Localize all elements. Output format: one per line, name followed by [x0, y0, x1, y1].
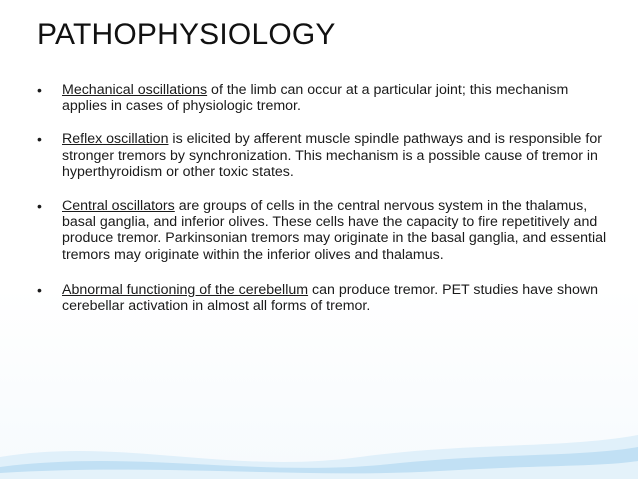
bullet-term: Central oscillators: [62, 198, 175, 215]
bullet-list: [37, 82, 607, 314]
bullet-description: are groups of cells in the central nervous system in the thalamus, basal ganglia, and inferior olives. These cells have the capacity to fire repetitively and produce tremor. Parkinsonian tremors may originate in the basal ganglia, and essential tremors may originate within the inferior olives and thalamus.: [62, 198, 607, 263]
bullet-point-icon: •: [37, 82, 42, 98]
bullet-text: [62, 131, 607, 180]
bullet-item-mechanical-oscillations: [37, 82, 607, 114]
decorative-wave: [0, 427, 638, 479]
bullet-point-icon: •: [37, 198, 42, 215]
bullet-point-icon: •: [37, 281, 42, 298]
bullet-term: Abnormal functioning of the cerebellum: [62, 281, 309, 298]
slide-title: PATHOPHYSIOLOGY: [37, 18, 336, 51]
bullet-description: is elicited by afferent muscle spindle pathways and is responsible for stronger tremors by synchronization. This mechanism is a possible cause of tremor in hyperthyroidism or other toxic states.: [62, 131, 602, 180]
bullet-term: Reflex oscillation: [62, 131, 169, 148]
bullet-text: [62, 282, 607, 314]
bullet-description: of the limb can occur at a particular joint; this mechanism applies in cases of physiologic tremor.: [62, 82, 569, 115]
bullet-term: Mechanical oscillations: [62, 82, 208, 98]
bullet-description: can produce tremor. PET studies have shown cerebellar activation in almost all forms of tremor.: [62, 281, 599, 315]
bullet-point-icon: •: [37, 131, 42, 148]
bullet-item-reflex-oscillation: [37, 131, 607, 180]
bullet-text: [62, 82, 607, 114]
bullet-text: [62, 198, 607, 263]
bullet-item-central-oscillators: [37, 198, 607, 263]
bullet-item-cerebellum: [37, 282, 607, 314]
